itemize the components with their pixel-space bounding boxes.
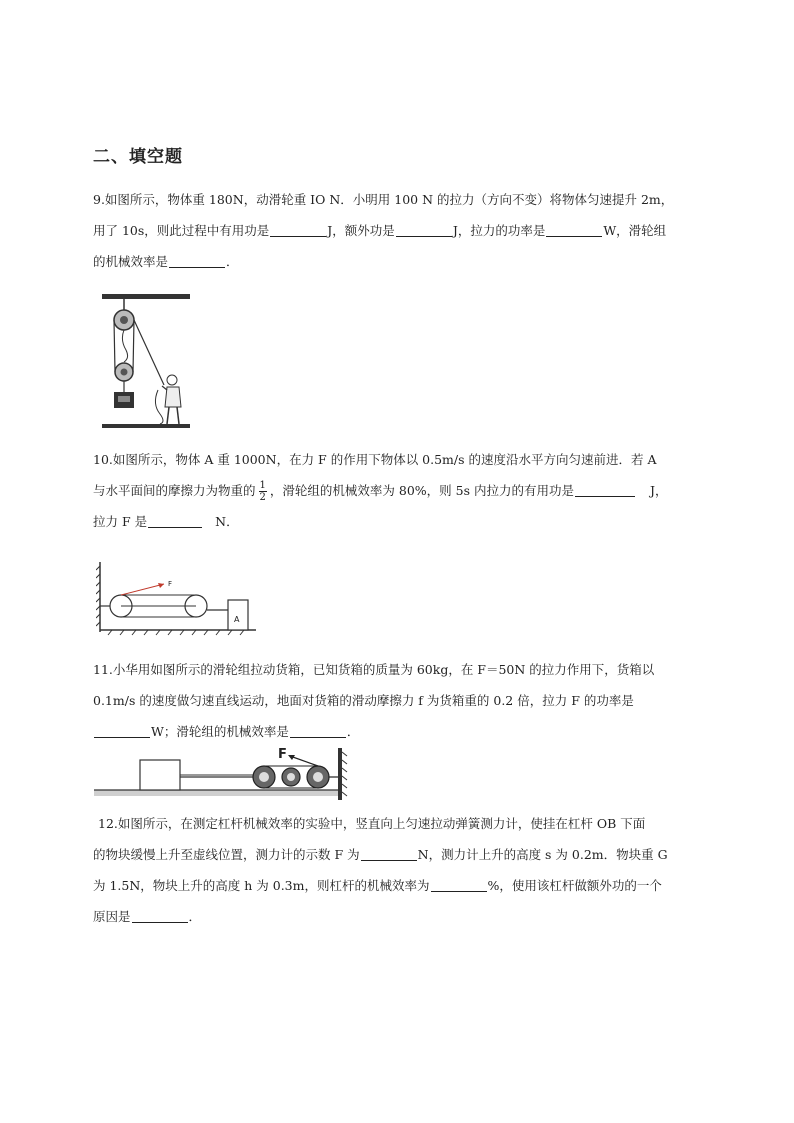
q9-line-2 <box>93 215 705 246</box>
fraction-numerator: 1 <box>259 480 266 491</box>
q10-text: N． <box>215 514 239 529</box>
q12-line-4 <box>93 901 705 932</box>
q11-line-3 <box>93 716 705 747</box>
q11-line-1: 11.小华用如图所示的滑轮组拉动货箱，已知货箱的质量为 60kg，在 F＝50N 的拉力作用下，货箱以 <box>93 662 655 677</box>
q10-line-1: 10.如图所示，物体 A 重 1000N，在力 F 的作用下物体以 0.5m/s 的速度沿水平方向匀速前进．若 A <box>93 452 657 467</box>
fig-label-a: A <box>234 615 240 624</box>
answer-blank[interactable] <box>290 723 346 738</box>
question-10 <box>93 444 705 537</box>
q12-line-2 <box>93 839 705 870</box>
answer-blank[interactable] <box>431 877 487 892</box>
q10-line-2 <box>93 475 705 506</box>
q11-text: W；滑轮组的机械效率是 <box>151 724 289 739</box>
q11-text: ． <box>346 724 360 739</box>
q10-text: ，滑轮组的机械效率为 80%，则 5s 内拉力的有用功是 <box>269 483 574 498</box>
q9-text: 的机械效率是 <box>93 254 169 269</box>
q9-text: J，额外功是 <box>327 223 395 238</box>
q12-line-1: 12.如图所示，在测定杠杆机械效率的实验中，竖直向上匀速拉动弹簧测力计，使挂在杠杆 OB 下面 <box>98 816 646 831</box>
q9-line-1: 9.如图所示，物体重 180N，动滑轮重 IO N．小明用 100 N 的拉力（方向不变）将物体匀速提升 2m， <box>93 192 674 207</box>
answer-blank[interactable] <box>270 222 326 237</box>
pulley-figure-11 <box>94 744 350 804</box>
section-title: 二、填空题 <box>93 147 183 167</box>
answer-blank[interactable] <box>361 846 417 861</box>
q10-text: J， <box>649 483 668 498</box>
pulley-figure-10 <box>96 560 258 638</box>
fraction <box>259 480 267 503</box>
answer-blank[interactable] <box>94 723 150 738</box>
q9-line-3 <box>93 246 705 277</box>
answer-blank[interactable] <box>396 222 452 237</box>
question-9 <box>93 184 705 277</box>
answer-blank[interactable] <box>575 482 635 497</box>
q12-text: %，使用该杠杆做额外功的一个 <box>487 878 662 893</box>
fig-label-f: F <box>168 580 173 588</box>
q10-text: 与水平面间的摩擦力为物重的 <box>93 483 256 498</box>
q11-line-2: 0.1m/s 的速度做匀速直线运动，地面对货箱的滑动摩擦力 f 为货箱重的 0.2 倍，拉力 F 的功率是 <box>93 693 634 708</box>
question-11 <box>93 654 705 747</box>
q9-text: ． <box>226 254 239 269</box>
q12-line-3 <box>93 870 705 901</box>
question-12 <box>98 808 710 839</box>
q10-line-3 <box>93 506 705 537</box>
q9-text: 用了 10s，则此过程中有用功是 <box>93 223 270 238</box>
question-12-body <box>93 839 705 932</box>
pulley-figure-9 <box>98 290 194 432</box>
q12-text: 为 1.5N，物块上升的高度 h 为 0.3m，则杠杆的机械效率为 <box>93 878 430 893</box>
answer-blank[interactable] <box>132 908 188 923</box>
answer-blank[interactable] <box>546 222 602 237</box>
q12-text: ． <box>188 909 202 924</box>
fraction-denominator: 2 <box>259 492 266 503</box>
q9-text: J，拉力的功率是 <box>452 223 546 238</box>
answer-blank[interactable] <box>148 513 202 528</box>
q12-text: 原因是 <box>93 909 131 924</box>
q10-text: 拉力 F 是 <box>93 514 148 529</box>
q9-text: W，滑轮组 <box>603 223 667 238</box>
q12-text: N，测力计上升的高度 s 为 0.2m．物块重 G <box>417 847 668 862</box>
q12-text: 的物块缓慢上升至虚线位置，测力计的示数 F 为 <box>93 847 360 862</box>
answer-blank[interactable] <box>169 253 225 268</box>
fig-label-f: F <box>278 747 287 762</box>
